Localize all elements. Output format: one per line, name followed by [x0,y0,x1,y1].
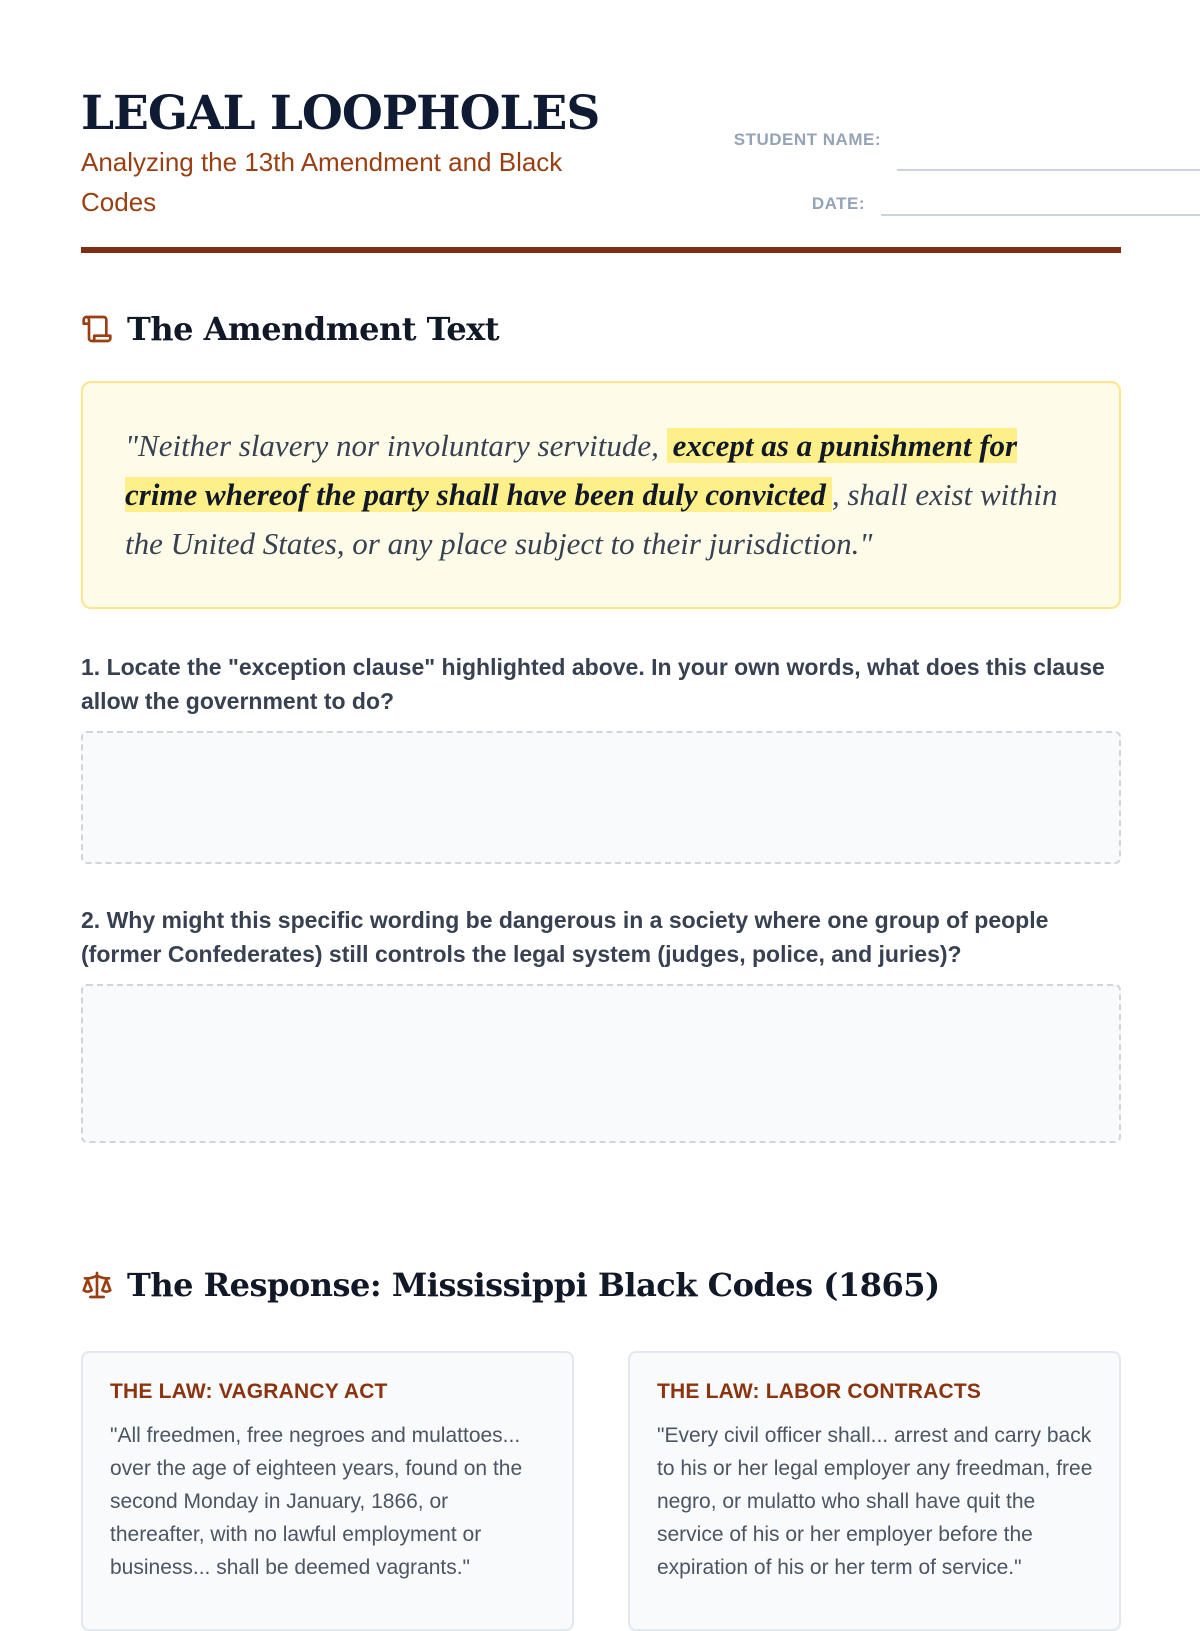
card-title: THE LAW: LABOR CONTRACTS [657,1380,982,1403]
law-card-labor-contracts [628,1351,1121,1631]
exception-clause-highlight: except as a punishment for crime whereof the party shall have been duly convicted [125,428,1018,512]
answer-box-1[interactable] [81,731,1121,864]
section-title: The Response: Mississippi Black Codes (1865) [127,1266,940,1304]
card-text: "All freedmen, free negroes and mulattoes... over the age of eighteen years, found on the second Monday in January, 1866, or thereafter, with no lawful employment or business... shall be deemed vagrants." [110,1424,523,1579]
section-black-codes-heading [81,1266,940,1304]
section-title: The Amendment Text [127,310,500,348]
page-subtitle: Analyzing the 13th Amendment and Black Codes [81,147,563,217]
worksheet-header [81,84,1121,254]
amendment-quote [125,421,1079,568]
card-text: "Every civil officer shall... arrest and carry back to his or her legal employer any freedman, free negro, or mulatto who shall have quit the service of his or her employer before the expiration of his or her term of service." [657,1424,1093,1579]
law-card-vagrancy [81,1351,574,1631]
student-name-field[interactable] [897,169,1200,171]
student-name-label: STUDENT NAME: [733,130,881,149]
quote-text-after: , shall exist within the United States, or any place subject to their jurisdiction." [125,477,1058,561]
date-label: DATE: [811,194,865,213]
scroll-icon [81,313,113,345]
amendment-quote-box [81,381,1121,609]
scales-icon [81,1269,113,1301]
header-divider [81,247,1121,253]
date-field[interactable] [881,214,1200,216]
answer-box-2[interactable] [81,984,1121,1143]
card-title: THE LAW: VAGRANCY ACT [110,1380,388,1403]
section-amendment-heading [81,310,499,348]
question-2: 2. Why might this specific wording be dangerous in a society where one group of people (former Confederates) still controls the legal system (judges, police, and juries)? [81,907,1049,967]
quote-text-before: "Neither slavery nor involuntary servitude, [125,428,659,463]
page-title: LEGAL LOOPHOLES [81,86,600,141]
question-1: 1. Locate the "exception clause" highlighted above. In your own words, what does this clause allow the government to do? [81,654,1105,714]
